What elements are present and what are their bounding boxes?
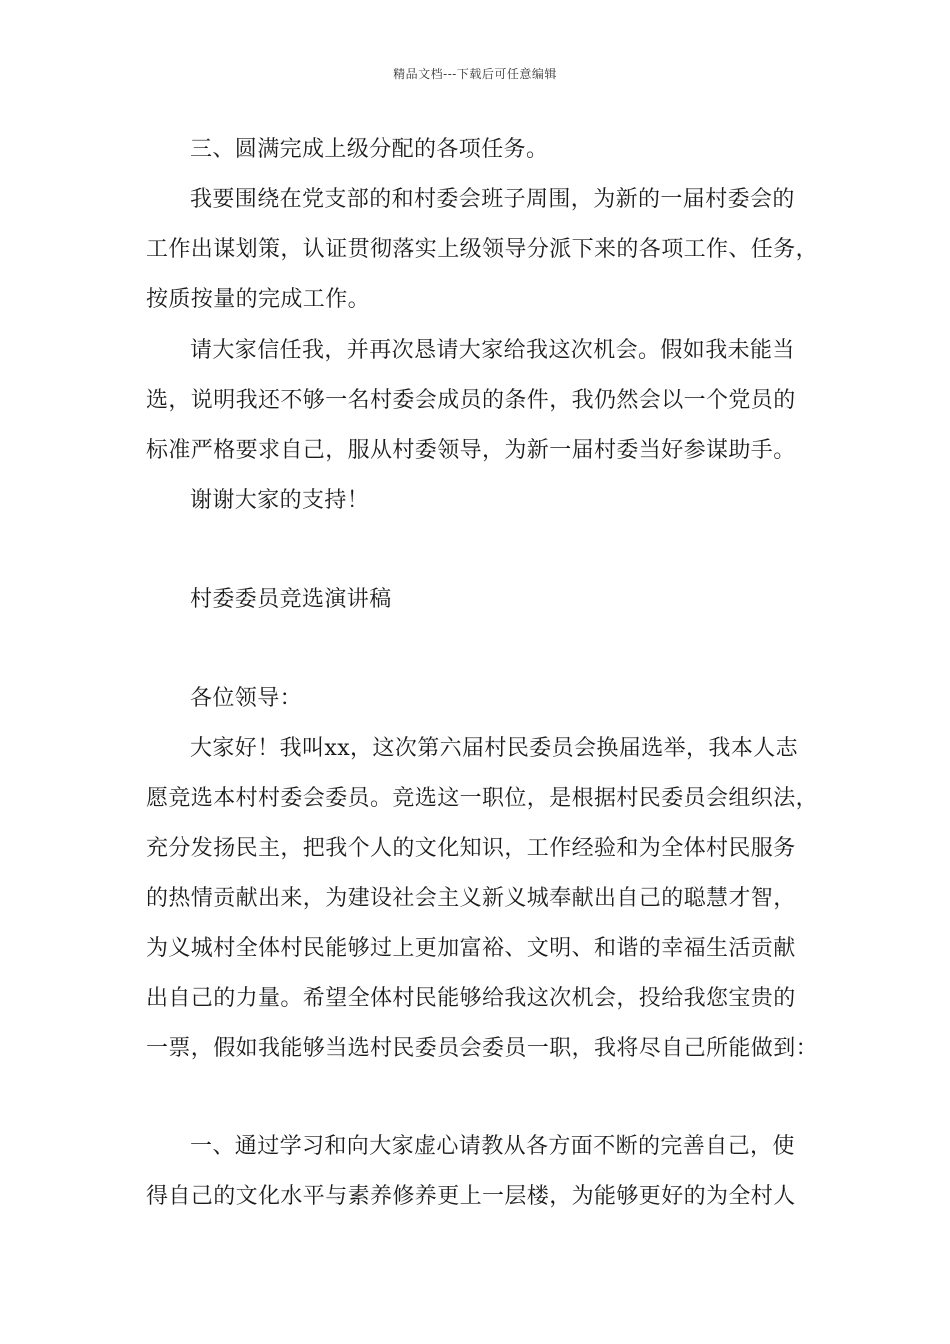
text-line: 愿竞选本村村委会委员。竞选这一职位，是根据村民委员会组织法，: [146, 786, 819, 811]
text-line: 的热情贡献出来，为建设社会主义新义城奉献出自己的聪慧才智，: [146, 886, 796, 911]
text-line: 一、通过学习和向大家虚心请教从各方面不断的完善自己，使: [190, 1134, 795, 1159]
text-line: 选，说明我还不够一名村委会成员的条件，我仍然会以一个党员的: [146, 388, 796, 413]
page-header: 精品文档---下载后可任意编辑: [393, 67, 557, 81]
section-title: 村委委员竞选演讲稿: [190, 587, 392, 612]
text-line: 出自己的力量。希望全体村民能够给我这次机会，投给我您宝贵的: [146, 986, 796, 1011]
text-line: 得自己的文化水平与素养修养更上一层楼，为能够更好的为全村人: [146, 1184, 796, 1209]
text-line: 三、圆满完成上级分配的各项任务。: [190, 137, 549, 162]
text-line: 标准严格要求自己，服从村委领导，为新一届村委当好参谋助手。: [146, 438, 796, 463]
text-line: 一票，假如我能够当选村民委员会委员一职，我将尽自己所能做到：: [146, 1036, 819, 1061]
text-line: 工作出谋划策，认证贯彻落实上级领导分派下来的各项工作、任务，: [146, 237, 819, 262]
text-line: 按质按量的完成工作。: [146, 287, 371, 312]
text-line: 大家好！我叫xx，这次第六届村民委员会换届选举，我本人志: [190, 736, 799, 761]
text-line: 充分发扬民主，把我个人的文化知识，工作经验和为全体村民服务: [146, 836, 796, 861]
text-line: 我要围绕在党支部的和村委会班子周围，为新的一届村委会的: [190, 187, 795, 212]
text-line: 谢谢大家的支持！: [190, 488, 370, 513]
salutation: 各位领导：: [190, 686, 303, 711]
text-line: 请大家信任我，并再次恳请大家给我这次机会。假如我未能当: [190, 338, 795, 363]
text-line: 为义城村全体村民能够过上更加富裕、文明、和谐的幸福生活贡献: [146, 936, 796, 961]
